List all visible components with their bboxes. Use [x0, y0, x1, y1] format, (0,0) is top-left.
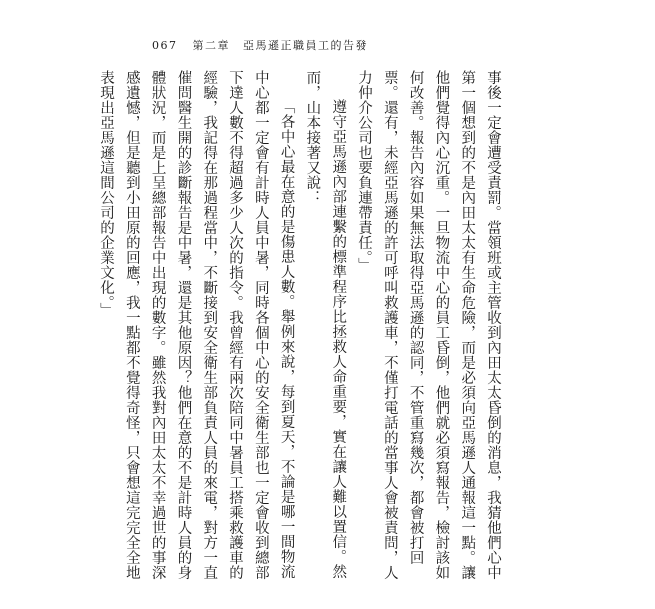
- vertical-body-text: [92, 70, 505, 582]
- chapter-label: 第二章: [192, 39, 230, 52]
- page-number: 067: [152, 39, 178, 52]
- running-header: [152, 37, 368, 53]
- paragraph-2: 遵守亞馬遜內部連繫的標準程序比拯救人命重要，實在讓人難以置信。然而，山本接著又說：: [304, 70, 347, 579]
- paragraph-1: 事後一定會遭受責罰。當領班或主管收到內田太太昏倒的消息，我猜他們心中第一個想到的不是內田太太有生命危險，而是必須向亞馬遜人通報這一點。讓他們覺得內心沉重。一旦物流中心的員工昏倒，他們就必須寫報告，檢討該如何改善。報告內容如果無法取得亞馬遜的認同，不管重寫幾次，都會被打回票。還有，未經亞馬遜的許可呼叫救護車，不僅打電話的當事人會被責問，人力仲介公司也要負連帶責任。」: [356, 70, 501, 580]
- chapter-title: 亞馬遜正職員工的告發: [243, 39, 368, 52]
- paragraph-3: 「各中心最在意的是傷患人數。舉例來說，每到夏天，不論是哪一間物流中心都一定會有計時人員中暑，同時各個中心的安全衛生部也一定會收到總部下達人數不得超過多少人次的指令。我曾經有兩次陪同中暑員工搭乘救護車的經驗，我記得在那過程當中，不斷接到安全衛生部負責人員的來電，對方一直催問醫生開的診斷報告是中暑，還是其他原因？他們在意的不是計時人員的身體狀況，而是上呈總部報告中出現的數字。雖然我對內田太太不幸過世的事深感遺憾，但是聽到小田原的回應，我一點都不覺得奇怪，只會想這完完全全地表現出亞馬遜這間公司的企業文化。」: [98, 70, 295, 580]
